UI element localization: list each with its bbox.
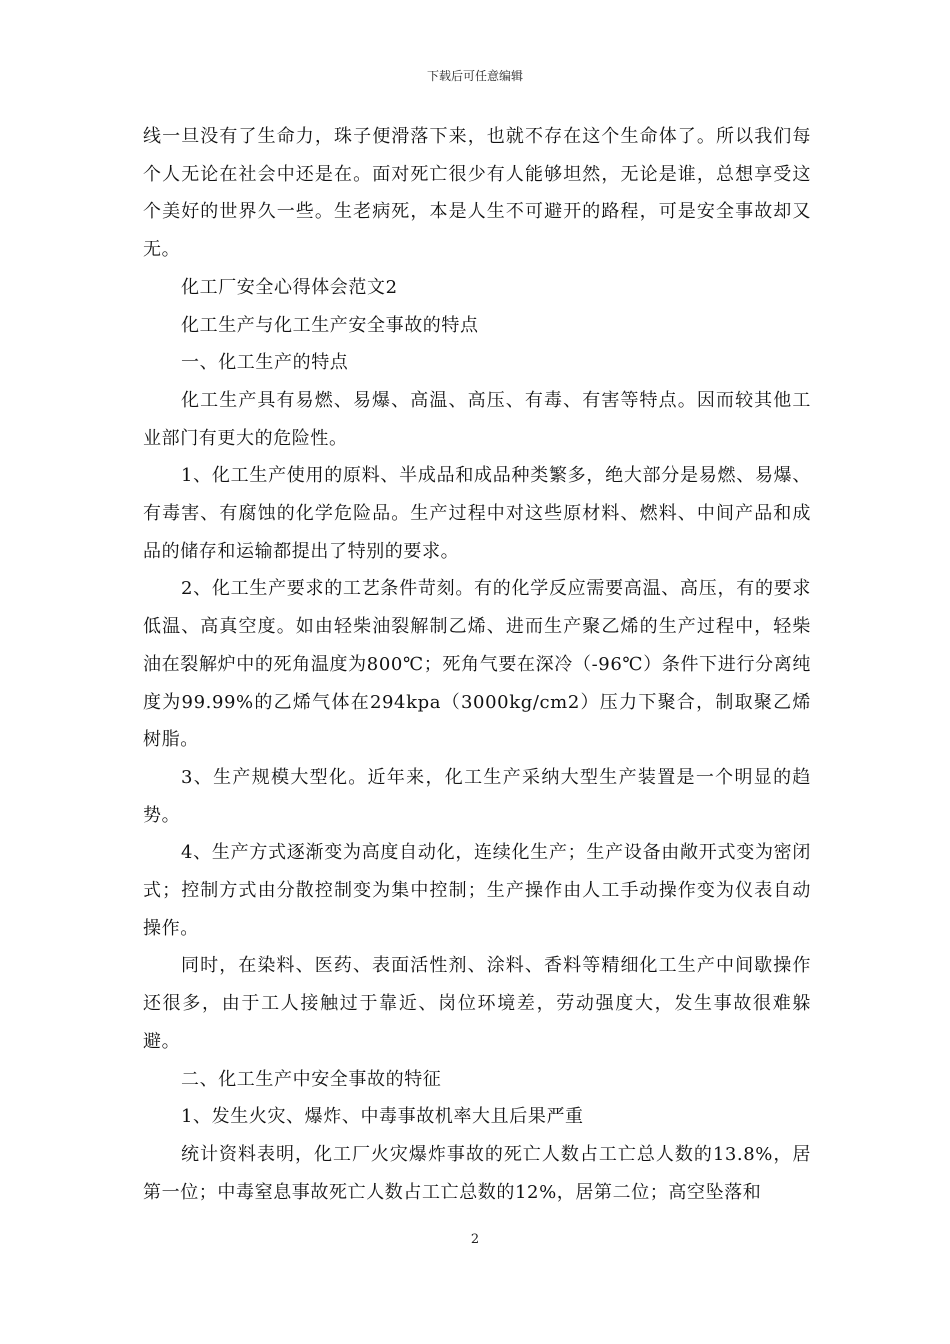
paragraph: 统计资料表明，化工厂火灾爆炸事故的死亡人数占工亡总人数的13.8%，居第一位；中毒窒息事故死亡人数占工亡总数的12%，居第二位；高空坠落和: [143, 1143, 811, 1203]
page-number: 2: [470, 1232, 480, 1247]
section-heading: 1、发生火灾、爆炸、中毒事故机率大且后果严重: [181, 1106, 584, 1128]
section-title: 化工厂安全心得体会范文2: [181, 276, 398, 298]
paragraph: 化工生产具有易燃、易爆、高温、高压、有毒、有害等特点。因而较其他工业部门有更大的危险性。: [143, 389, 811, 449]
paragraph: 同时，在染料、医药、表面活性剂、涂料、香料等精细化工生产中间歇操作还很多，由于工人接触过于靠近、岗位环境差，劳动强度大，发生事故很难躲避。: [143, 955, 811, 1052]
paragraph: 2、化工生产要求的工艺条件苛刻。有的化学反应需要高温、高压，有的要求低温、高真空度。如由轻柴油裂解制乙烯、进而生产聚乙烯的生产过程中，轻柴油在裂解炉中的死角温度为800℃；死角气要在深冷（-96℃）条件下进行分离纯度为99.99%的乙烯气体在294kpa（3000kg/cm2）压力下聚合，制取聚乙烯树脂。: [143, 578, 811, 751]
page-header: 下载后可任意编辑: [426, 69, 523, 83]
paragraph: 3、生产规模大型化。近年来，化工生产采纳大型生产装置是一个明显的趋势。: [143, 766, 811, 826]
paragraph: 1、化工生产使用的原料、半成品和成品种类繁多，绝大部分是易燃、易爆、有毒害、有腐蚀的化学危险品。生产过程中对这些原材料、燃料、中间产品和成品的储存和运输都提出了特别的要求。: [143, 465, 811, 562]
paragraph: 线一旦没有了生命力，珠子便滑落下来，也就不存在这个生命体了。所以我们每个人无论在社会中还是在。面对死亡很少有人能够坦然，无论是谁，总想享受这个美好的世界久一些。生老病死，本是人生不可避开的路程，可是安全事故却又无。: [143, 126, 811, 261]
paragraph: 4、生产方式逐渐变为高度自动化，连续化生产；生产设备由敞开式变为密闭式；控制方式由分散控制变为集中控制；生产操作由人工手动操作变为仪表自动操作。: [143, 842, 811, 939]
document-body: [143, 118, 811, 1211]
section-heading: 一、化工生产的特点: [181, 352, 349, 374]
section-heading: 二、化工生产中安全事故的特征: [181, 1068, 442, 1090]
section-heading: 化工生产与化工生产安全事故的特点: [181, 314, 479, 336]
